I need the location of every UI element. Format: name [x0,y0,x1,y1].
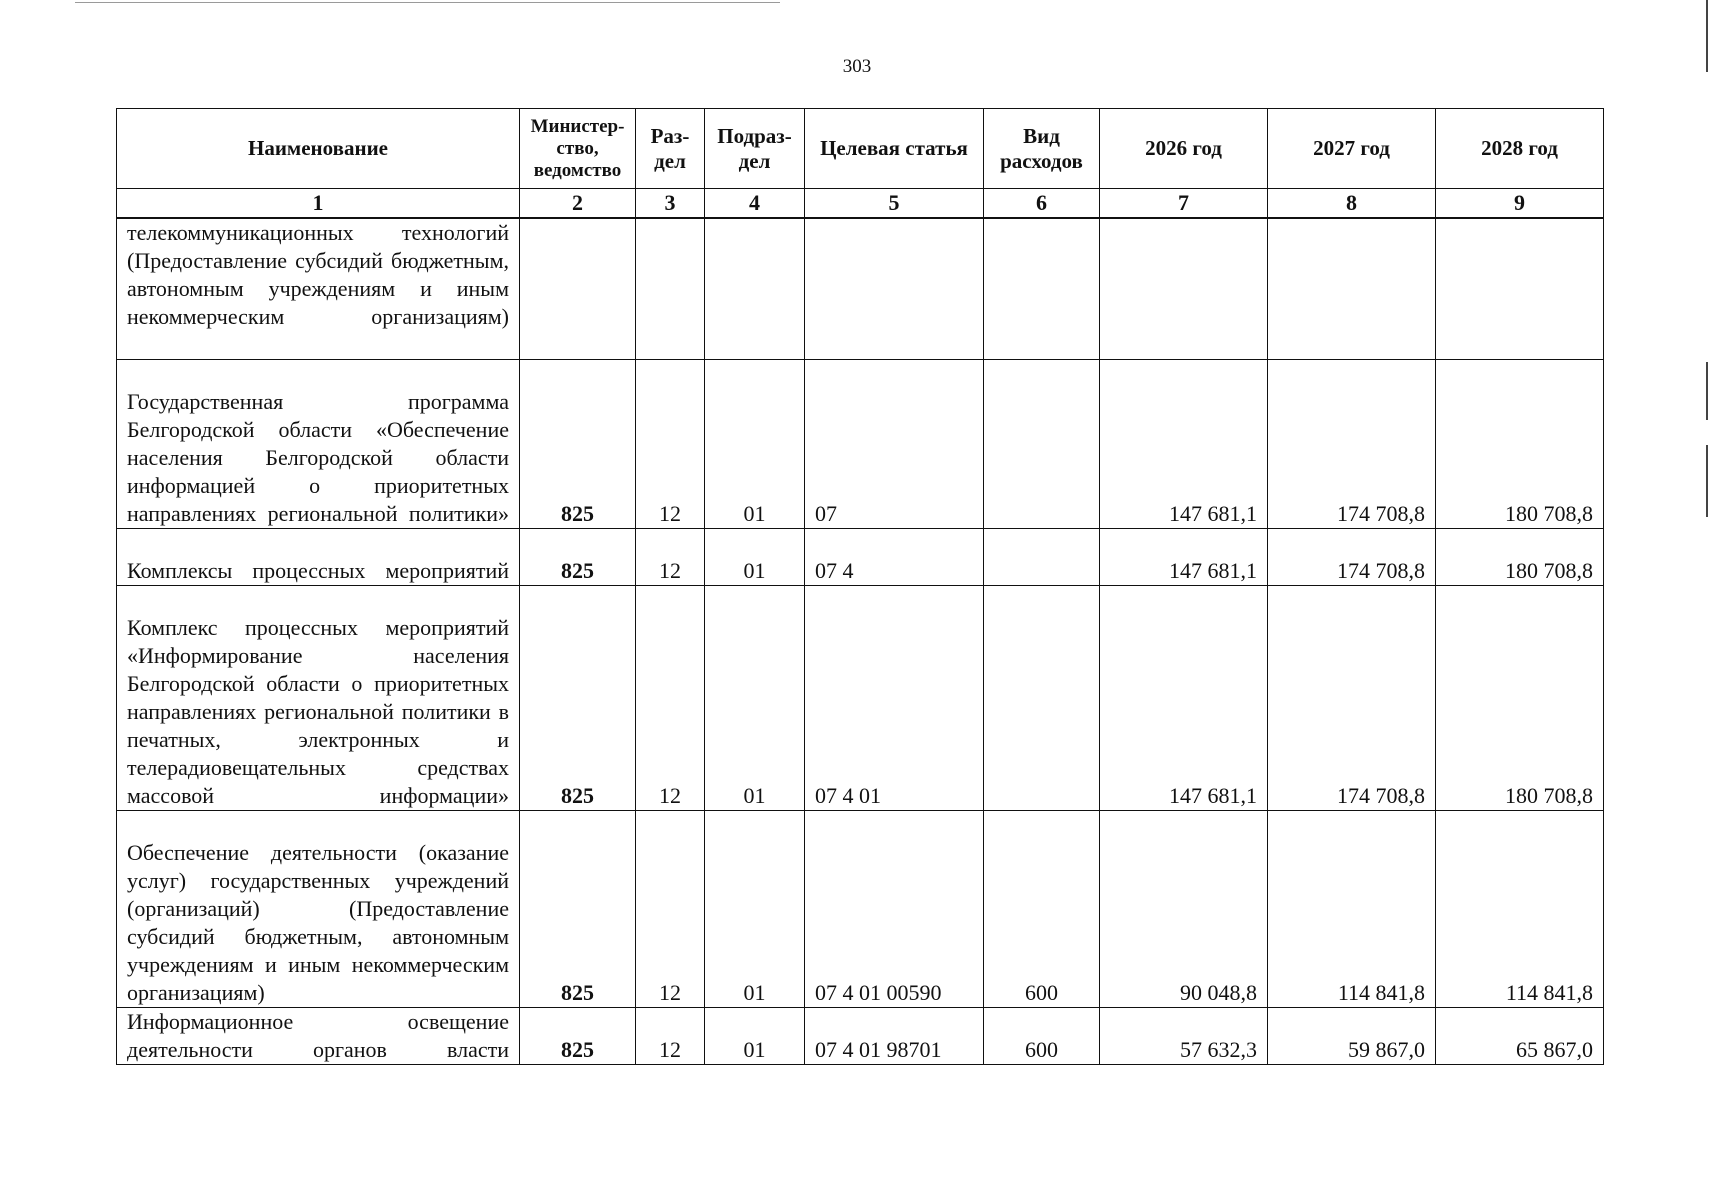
column-number-row [117,189,1604,219]
row-ministry [520,218,636,360]
table-row [117,811,1604,1008]
header-2026: 2026 год [1100,109,1268,189]
row-target-article [805,218,984,360]
row-ministry: 825 [520,1008,636,1065]
scan-top-rule [75,2,780,3]
row-subsection: 01 [705,529,805,586]
row-2027: 174 708,8 [1268,586,1436,811]
row-expense-type [984,586,1100,811]
row-ministry: 825 [520,360,636,529]
row-ministry: 825 [520,586,636,811]
row-2027: 174 708,8 [1268,360,1436,529]
row-name: Комплекс процессных мероприятий «Информирование населения Белгородской области о приоритетных направлениях региональной политики в печатных, электронных и телерадиовещательных средствах массовой информации» [117,586,520,811]
row-target-article: 07 4 [805,529,984,586]
row-ministry: 825 [520,529,636,586]
page-number: 303 [842,56,872,77]
header-2028: 2028 год [1436,109,1604,189]
row-name: Информационное освещение деятельности органов власти [117,1008,520,1065]
scan-edge-mark [1706,445,1708,517]
row-2026: 147 681,1 [1100,529,1268,586]
column-number: 6 [984,189,1100,219]
row-2026: 147 681,1 [1100,586,1268,811]
table-row [117,586,1604,811]
header-target-article: Целевая статья [805,109,984,189]
row-2028: 65 867,0 [1436,1008,1604,1065]
header-2027: 2027 год [1268,109,1436,189]
row-2028 [1436,218,1604,360]
row-section: 12 [636,529,705,586]
row-name: телекоммуникационных технологий (Предоставление субсидий бюджетным, автономным учреждениям и иным некоммерческим организациям) [117,218,520,360]
column-number: 5 [805,189,984,219]
row-expense-type [984,218,1100,360]
row-2026 [1100,218,1268,360]
table-row [117,218,1604,360]
row-section: 12 [636,360,705,529]
header-ministry: Министер-ство, ведомство [520,109,636,189]
header-section: Раз-дел [636,109,705,189]
row-target-article: 07 [805,360,984,529]
row-2026: 57 632,3 [1100,1008,1268,1065]
row-subsection: 01 [705,586,805,811]
row-2026: 90 048,8 [1100,811,1268,1008]
column-number: 1 [117,189,520,219]
row-subsection: 01 [705,811,805,1008]
row-section [636,218,705,360]
row-ministry: 825 [520,811,636,1008]
row-2028: 180 708,8 [1436,586,1604,811]
table-row [117,360,1604,529]
row-2027: 59 867,0 [1268,1008,1436,1065]
row-section: 12 [636,811,705,1008]
row-2028: 180 708,8 [1436,360,1604,529]
row-2027 [1268,218,1436,360]
table-header-row [117,109,1604,189]
row-subsection: 01 [705,360,805,529]
row-subsection [705,218,805,360]
row-name: Комплексы процессных мероприятий [117,529,520,586]
column-number: 8 [1268,189,1436,219]
row-expense-type [984,360,1100,529]
row-section: 12 [636,1008,705,1065]
row-target-article: 07 4 01 [805,586,984,811]
scan-edge-mark [1706,0,1708,72]
table-row [117,529,1604,586]
row-expense-type: 600 [984,1008,1100,1065]
row-expense-type: 600 [984,811,1100,1008]
column-number: 9 [1436,189,1604,219]
row-section: 12 [636,586,705,811]
budget-table [116,108,1604,1065]
header-subsection: Подраз-дел [705,109,805,189]
scan-edge-mark [1706,362,1708,420]
row-2027: 174 708,8 [1268,529,1436,586]
header-name: Наименование [117,109,520,189]
row-target-article: 07 4 01 00590 [805,811,984,1008]
table-row [117,1008,1604,1065]
row-2026: 147 681,1 [1100,360,1268,529]
column-number: 7 [1100,189,1268,219]
row-name: Обеспечение деятельности (оказание услуг) государственных учреждений (организаций) (Предоставление субсидий бюджетным, автономным учреждениям и иным некоммерческим организациям) [117,811,520,1008]
row-2027: 114 841,8 [1268,811,1436,1008]
row-expense-type [984,529,1100,586]
row-2028: 114 841,8 [1436,811,1604,1008]
header-expense-type: Вид расходов [984,109,1100,189]
column-number: 3 [636,189,705,219]
row-target-article: 07 4 01 98701 [805,1008,984,1065]
row-2028: 180 708,8 [1436,529,1604,586]
column-number: 2 [520,189,636,219]
row-name: Государственная программа Белгородской области «Обеспечение населения Белгородской области информацией о приоритетных направлениях региональной политики» [117,360,520,529]
row-subsection: 01 [705,1008,805,1065]
column-number: 4 [705,189,805,219]
